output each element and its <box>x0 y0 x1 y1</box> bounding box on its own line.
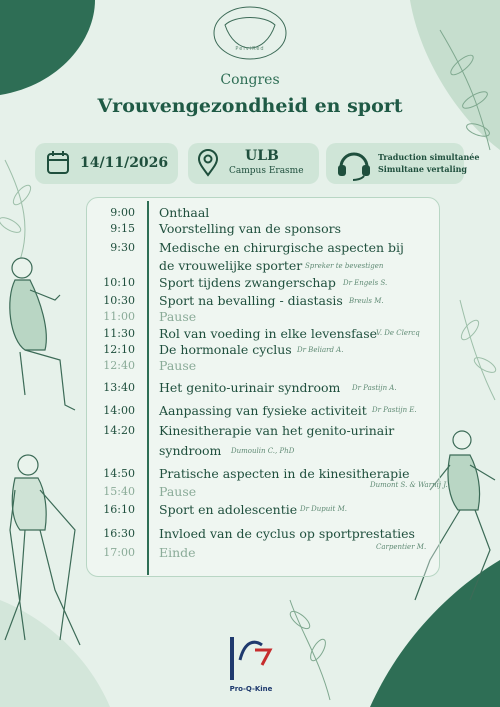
program-speaker: Spreker te bevestigen <box>305 262 384 270</box>
program-time: 14:20 <box>103 424 135 437</box>
proqkine-logo-mark <box>232 637 270 680</box>
logo-text: PelviRed <box>235 46 265 52</box>
location-name: ULB <box>245 148 279 164</box>
program-time: 13:40 <box>103 381 135 394</box>
program-speaker: Carpentier M. <box>376 543 427 551</box>
program-session-label: De hormonale cyclus <box>159 342 292 357</box>
program-session-label: Aanpassing van fysieke activiteit <box>159 403 367 418</box>
program-time: 9:00 <box>110 206 135 219</box>
program-speaker: V. De Clercq <box>376 329 420 337</box>
leaf-decoration-mid <box>458 300 497 400</box>
program-time: 12:40 <box>103 359 135 372</box>
program-time: 16:10 <box>103 503 135 516</box>
program-session-label: Medische en chirurgische aspecten bij <box>159 240 404 255</box>
program-session-label: Pratische aspecten in de kinesitherapie <box>159 466 410 481</box>
program-divider <box>147 201 149 575</box>
location-pin-icon <box>198 149 218 177</box>
program-session-label: Sport en adolescentie <box>159 502 298 517</box>
program-speaker: Dr Pastijn E. <box>372 406 417 414</box>
headset-icon <box>336 147 372 181</box>
translation-line-nl: Simultane vertaling <box>378 164 468 174</box>
program-break-label: Pause <box>159 484 197 499</box>
program-speaker: Dumont S. & Warnij J. <box>370 481 448 489</box>
program-session-label: Rol van voeding in elke levensfase <box>159 326 378 341</box>
program-speaker: Dr Pastijn A. <box>352 384 397 392</box>
program-session-label: Sport tijdens zwangerschap <box>159 275 336 290</box>
squat-woman-illustration <box>10 258 75 410</box>
program-session-label-continued: de vrouwelijke sporter <box>159 258 303 273</box>
program-speaker: Dumoulin C., PhD <box>231 447 295 455</box>
program-time: 12:10 <box>103 343 135 356</box>
program-speaker: Dr Dupuit M. <box>300 505 347 513</box>
program-time: 17:00 <box>103 546 135 559</box>
program-break-label: Pause <box>159 358 197 373</box>
program-session-label: Onthaal <box>159 205 210 220</box>
program-speaker: Dr Engels S. <box>343 279 388 287</box>
program-session-label-continued: syndroom <box>159 443 222 458</box>
translation-line-fr: Traduction simultanée <box>378 152 480 162</box>
program-session-label: Het genito-urinair syndroom <box>159 380 341 395</box>
program-session-label: Invloed van de cyclus op sportprestaties <box>159 526 415 541</box>
program-time: 16:30 <box>103 527 135 540</box>
program-time: 14:00 <box>103 404 135 417</box>
program-session-label: Voorstelling van de sponsors <box>159 221 341 236</box>
program-time: 11:00 <box>103 310 135 323</box>
program-speaker: Breuls M. <box>349 297 384 305</box>
program-session-label: Sport na bevalling - diastasis <box>159 293 343 308</box>
leaf-decoration-bottom <box>288 600 330 700</box>
program-time: 10:10 <box>103 276 135 289</box>
corner-shape-bottom-right <box>370 560 500 707</box>
program-session-label: Kinesitherapie van het genito-urinair <box>159 423 395 438</box>
corner-shape-bottom-left <box>0 600 110 707</box>
event-date: 14/11/2026 <box>80 155 169 171</box>
program-time: 11:30 <box>103 327 135 340</box>
program-time: 10:30 <box>103 294 135 307</box>
leaf-decoration-left <box>0 160 34 260</box>
location-detail: Campus Erasme <box>229 166 304 176</box>
program-speaker: Dr Beliard A. <box>297 346 344 354</box>
program-break-label: Pause <box>159 309 197 324</box>
footer-logo-text: Pro-Q-Kine <box>229 685 273 693</box>
program-time: 15:40 <box>103 485 135 498</box>
program-break-label: Einde <box>159 545 196 560</box>
event-subtitle: Congres <box>220 72 280 88</box>
program-time: 9:15 <box>110 222 135 235</box>
program-time: 14:50 <box>103 467 135 480</box>
program-time: 9:30 <box>110 241 135 254</box>
event-title: Vrouvengezondheid en sport <box>97 95 403 117</box>
calendar-icon <box>47 151 69 175</box>
